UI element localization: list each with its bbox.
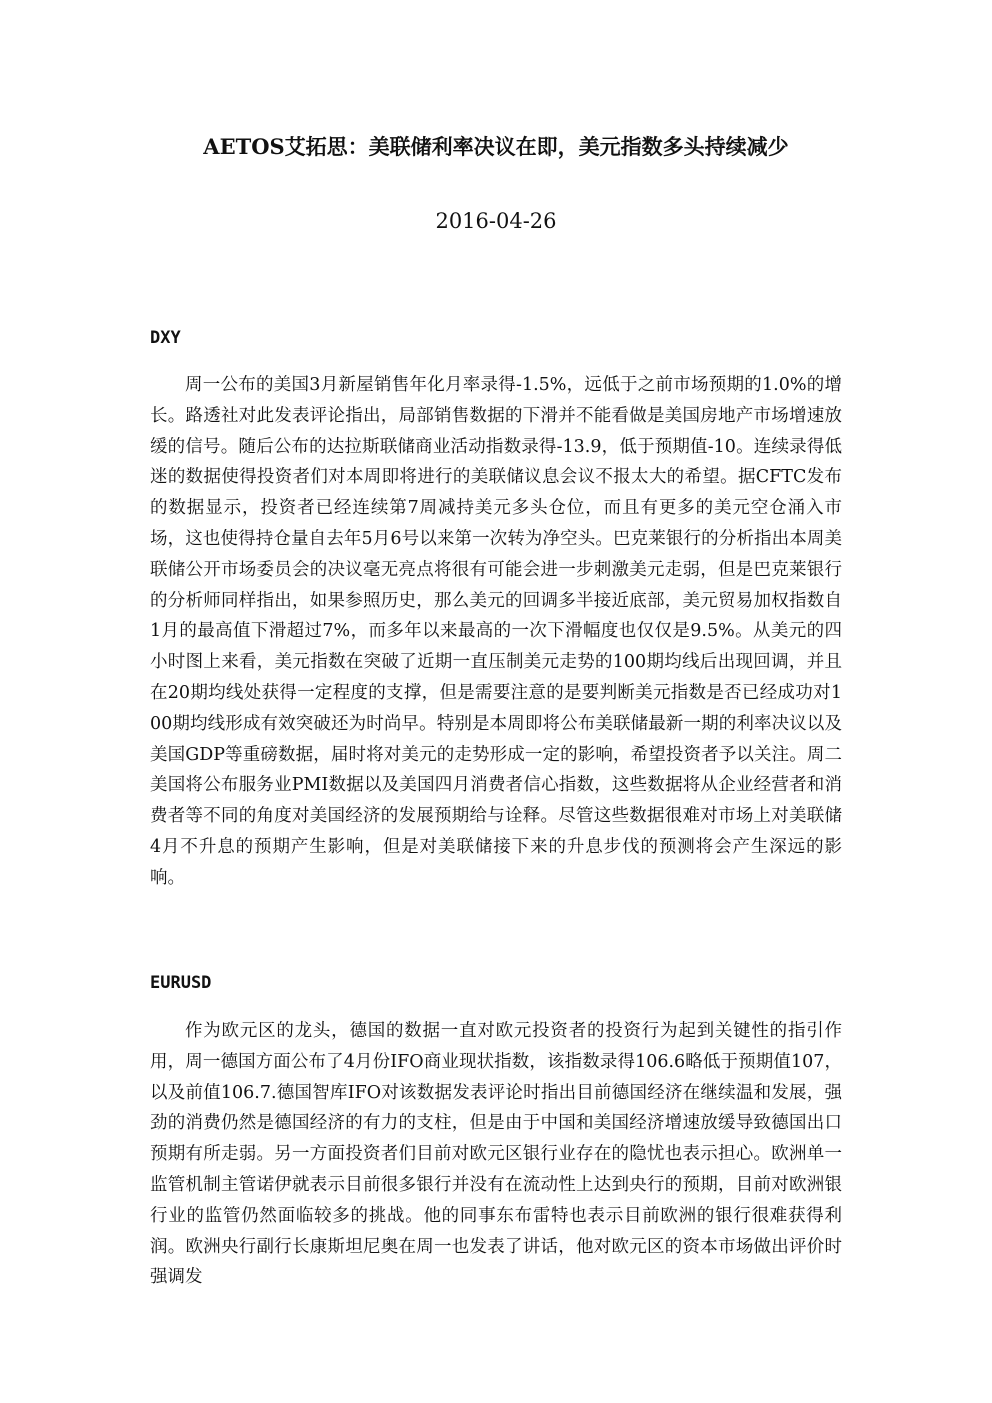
section-paragraph-dxy: 周一公布的美国3月新屋销售年化月率录得-1.5%，远低于之前市场预期的1.0%的增长。路透社对此发表评论指出，局部销售数据的下滑并不能看做是美国房地产市场增速放缓的信号。随后公布的达拉斯联储商业活动指数录得-13.9，低于预期值-10。连续录得低迷的数据使得投资者们对本周即将进行的美联储议息会议不报太大的希望。据CFTC发布的数据显示，投资者已经连续第7周减持美元多头仓位，而且有更多的美元空仓涌入市场，这也使得持仓量自去年5月6号以来第一次转为净空头。巴克莱银行的分析指出本周美联储公开市场委员会的决议毫无亮点将很有可能会进一步刺激美元走弱，但是巴克莱银行的分析师同样指出，如果参照历史，那么美元的回调多半接近底部，美元贸易加权指数自1月的最高值下滑超过7%，而多年以来最高的一次下滑幅度也仅仅是9.5%。从美元的四小时图上来看，美元指数在突破了近期一直压制美元走势的100期均线后出现回调，并且在20期均线处获得一定程度的支撑，但是需要注意的是要判断美元指数是否已经成功对100期均线形成有效突破还为时尚早。特别是本周即将公布美联储最新一期的利率决议以及美国GDP等重磅数据，届时将对美元的走势形成一定的影响，希望投资者予以关注。周二美国将公布服务业PMI数据以及美国四月消费者信心指数，这些数据将从企业经营者和消费者等不同的角度对美国经济的发展预期给与诠释。尽管这些数据很难对市场上对美联储4月不升息的预期产生影响，但是对美联储接下来的升息步伐的预测将会产生深远的影响。 [150, 375, 842, 888]
document-title: AETOS艾拓思：美联储利率决议在即，美元指数多头持续减少 [203, 134, 789, 159]
section-heading-eurusd: EURUSD [150, 973, 212, 993]
section-heading-dxy: DXY [150, 328, 181, 348]
section-paragraph-eurusd: 作为欧元区的龙头，德国的数据一直对欧元投资者的投资行为起到关键性的指引作用，周一德国方面公布了4月份IFO商业现状指数，该指数录得106.6略低于预期值107，以及前值106.7.德国智库IFO对该数据发表评论时指出目前德国经济在继续温和发展，强劲的消费仍然是德国经济的有力的支柱，但是由于中国和美国经济增速放缓导致德国出口预期有所走弱。另一方面投资者们目前对欧元区银行业存在的隐忧也表示担心。欧洲单一监管机制主管诺伊就表示目前很多银行并没有在流动性上达到央行的预期，目前对欧洲银行业的监管仍然面临较多的挑战。他的同事东布雷特也表示目前欧洲的银行很难获得利润。欧洲央行副行长康斯坦尼奥在周一也发表了讲话，他对欧元区的资本市场做出评价时强调发 [150, 1021, 842, 1288]
document-date: 2016-04-26 [435, 209, 557, 233]
